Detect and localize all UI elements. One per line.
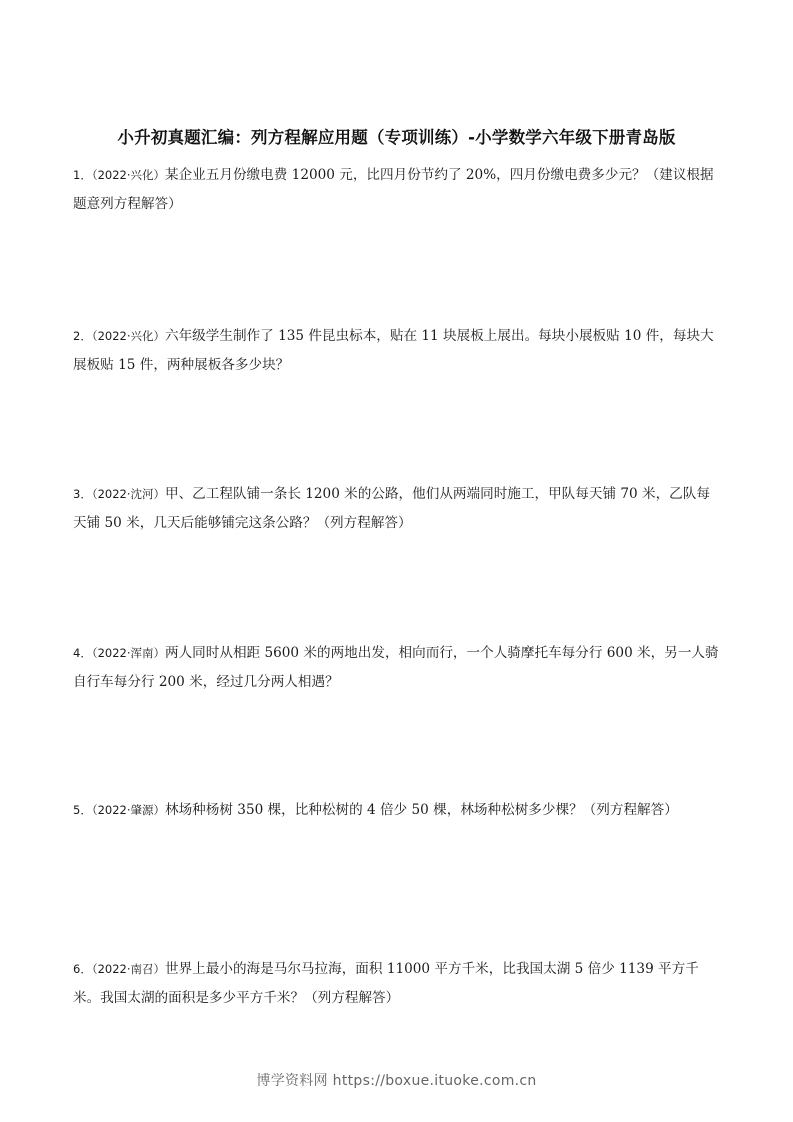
- question-source: （2022·兴化）: [91, 168, 165, 182]
- question-text: 甲、乙工程队铺一条长 1200 米的公路，他们从两端同时施工，甲队每天铺 70 米，乙队每天铺 50 米，几天后能够铺完这条公路？（列方程解答）: [73, 486, 710, 531]
- question-number: 5．: [73, 803, 92, 817]
- question-number: 1．: [73, 168, 92, 182]
- question-number: 3．: [73, 487, 92, 501]
- question-number: 2．: [73, 329, 92, 343]
- question-number: 4．: [73, 646, 92, 660]
- question-source: （2022·肇源）: [91, 803, 165, 817]
- question-text: 世界上最小的海是马尔马拉海，面积 11000 平方千米，比我国太湖 5 倍少 1139 平方千米。我国太湖的面积是多少平方千米？（列方程解答）: [73, 961, 699, 1006]
- question-source: （2022·南召）: [91, 962, 165, 976]
- question-6: [73, 955, 723, 1013]
- question-text: 两人同时从相距 5600 米的两地出发，相向而行，一个人骑摩托车每分行 600 米，另一人骑自行车每分行 200 米，经过几分两人相遇？: [73, 645, 719, 690]
- question-source: （2022·沈河）: [91, 487, 165, 501]
- question-source: （2022·兴化）: [91, 329, 165, 343]
- question-2: [73, 322, 723, 380]
- question-text: 六年级学生制作了 135 件昆虫标本，贴在 11 块展板上展出。每块小展板贴 10 件，每块大展板贴 15 件，两种展板各多少块？: [73, 328, 714, 373]
- footer-watermark: 博学资料网 https://boxue.ituoke.com.cn: [256, 1073, 537, 1089]
- question-source: （2022·浑南）: [91, 646, 165, 660]
- question-text: 林场种杨树 350 棵，比种松树的 4 倍少 50 棵，林场种松树多少棵？（列方程解答）: [165, 802, 678, 818]
- question-1: [73, 161, 723, 219]
- page-title: 小升初真题汇编：列方程解应用题（专项训练）-小学数学六年级下册青岛版: [117, 128, 676, 147]
- question-3: [73, 480, 723, 538]
- question-text: 某企业五月份缴电费 12000 元，比四月份节约了 20%，四月份缴电费多少元？（建议根据题意列方程解答）: [73, 167, 714, 212]
- question-number: 6．: [73, 962, 92, 976]
- question-5: [73, 796, 723, 825]
- question-4: [73, 639, 723, 697]
